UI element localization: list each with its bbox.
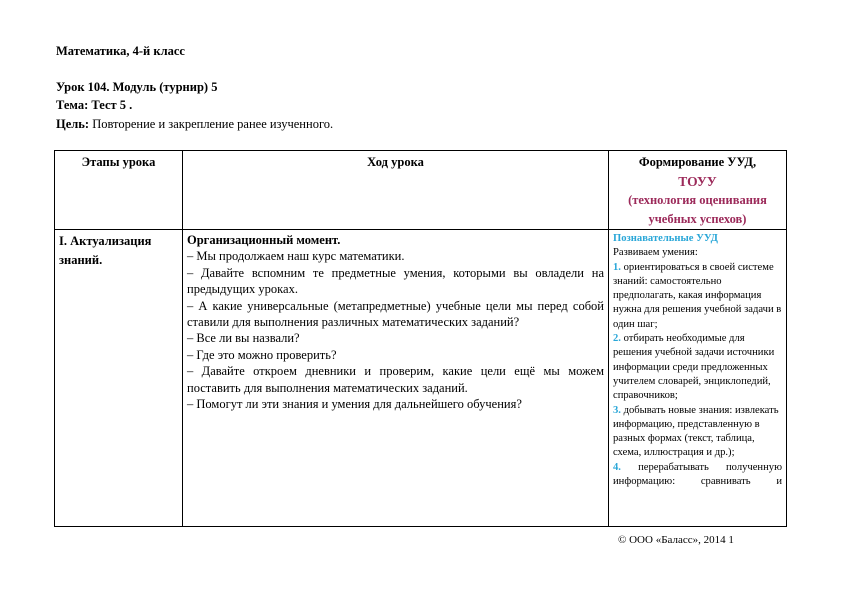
header-uud-tech-line1: (технология оценивания	[628, 193, 767, 207]
uud-item-text: перерабатывать полученную информацию: сравнивать и	[613, 461, 782, 488]
uud-intro: Развиваем умения:	[613, 247, 698, 259]
uud-title: Познавательные УУД	[613, 233, 718, 244]
course-line: – Все ли вы назвали?	[187, 331, 300, 346]
uud-item	[613, 404, 782, 461]
copyright-footer: © ООО «Баласс», 2014 1	[618, 534, 734, 546]
uud-item	[613, 261, 782, 332]
header-stages-label: Этапы урока	[81, 155, 156, 169]
stage-line: знаний.	[59, 253, 103, 267]
stage-cell	[55, 230, 183, 527]
goal-text: Повторение и закрепление ранее изученного.	[89, 117, 334, 131]
course-line: Организационный момент.	[187, 233, 341, 247]
course-cell	[183, 230, 609, 527]
lesson-goal	[56, 116, 333, 132]
header-uud-tech-line2: учебных успехов)	[648, 212, 747, 226]
lesson-plan-table	[54, 150, 787, 527]
uud-item-number: 1.	[613, 261, 621, 273]
lesson-title: Урок 104. Модуль (турнир) 5	[56, 80, 218, 94]
lesson-topic: Тема: Тест 5 .	[56, 98, 133, 112]
uud-item-text: добывать новые знания: извлекать информацию, представленную в разных формах (текст, таблица, схема, иллюстрация и др.);	[613, 404, 779, 459]
header-uud	[609, 151, 787, 230]
uud-item-text: отбирать необходимые для решения учебной задачи источники информации среди предложенных учителем словарей, энциклопедий, справочников;	[613, 333, 775, 402]
course-line: – Давайте откроем дневники и проверим, какие цели ещё мы можем поставить для выполнения математических заданий.	[187, 364, 604, 395]
uud-cell	[609, 230, 787, 527]
uud-item	[613, 461, 782, 490]
uud-item	[613, 332, 782, 403]
header-uud-touu: ТОУУ	[678, 174, 717, 189]
course-line: – Давайте вспомним те предметные умения, которыми вы овладели на предыдущих уроках.	[187, 265, 604, 297]
uud-item-number: 3.	[613, 404, 621, 416]
header-course-label: Ход урока	[367, 155, 424, 169]
subject-title: Математика, 4-й класс	[56, 44, 185, 58]
header-course	[183, 151, 609, 230]
uud-item-number: 2.	[613, 333, 621, 345]
course-line: – Где это можно проверить?	[187, 347, 337, 362]
table-header-row	[55, 151, 787, 230]
uud-item-number: 4.	[613, 461, 621, 473]
course-line: – Помогут ли эти знания и умения для дальнейшего обучения?	[187, 397, 522, 412]
table-row	[55, 230, 787, 527]
header-uud-main: Формирование УУД,	[638, 155, 757, 169]
stage-line: I. Актуализация	[59, 234, 152, 248]
goal-label: Цель:	[56, 117, 90, 131]
header-stages	[55, 151, 183, 230]
course-line: – А какие универсальные (метапредметные) учебные цели мы перед собой ставили для выполнения различных математических заданий?	[187, 298, 604, 330]
course-line: – Мы продолжаем наш курс математики.	[187, 249, 405, 264]
uud-item-text: ориентироваться в своей системе знаний: самостоятельно предполагать, какая информация нужна для решения учебной задачи в один шаг;	[613, 261, 782, 330]
